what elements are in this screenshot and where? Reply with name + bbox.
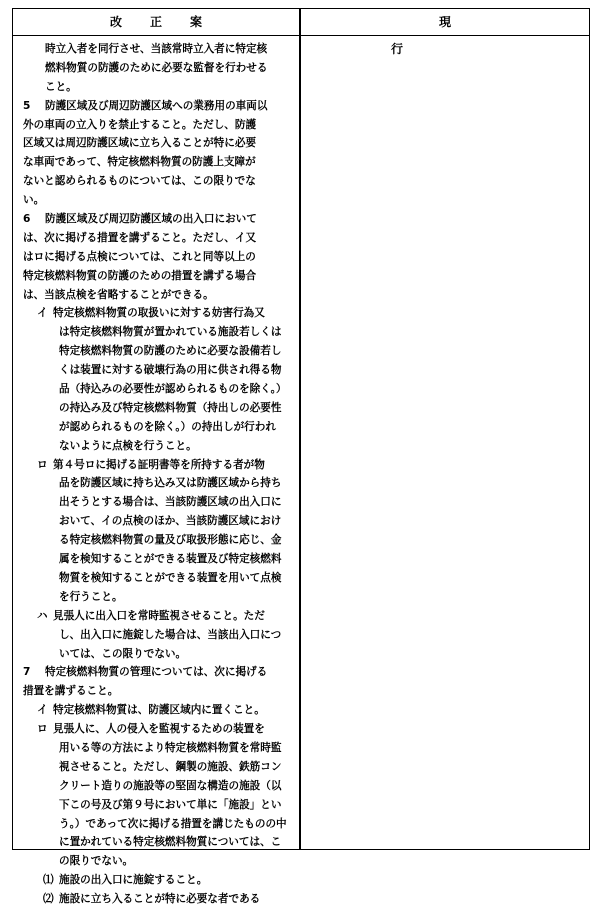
line-text: 施設に立ち入ることが特に必要な者である [59,893,261,906]
text-line [23,512,293,531]
text-line [23,229,293,248]
text-line [23,645,293,664]
line-text: こと。 [45,80,77,93]
line-text: 時立入者を同行させ、当該常時立入者に特定核 [45,43,268,55]
item-marker: ⑵ [43,893,54,906]
column-divider [299,9,301,849]
line-text: は、次に掲げる措置を講ずること。ただし、イ又 [23,231,257,244]
line-text: は、当該点検を省略することができる。 [23,288,214,301]
line-text: 物質を検知することができる装置を用いて点検 [59,571,282,584]
text-line [23,210,293,229]
text-line [23,493,293,512]
text-line [23,701,293,720]
text-line [23,720,293,739]
line-text: 品（持込みの必要性が認められるものを除く。） [59,383,287,396]
text-line [23,342,293,361]
header-current: 現行 [390,15,547,56]
text-line [23,248,293,267]
text-line [23,59,293,78]
text-line [23,172,293,191]
line-text: 見張人に、人の侵入を監視するための装置を [53,723,265,736]
item-marker: イ [37,704,48,717]
item-marker: イ [37,307,48,320]
text-line [23,890,293,909]
item-marker: ハ [37,609,48,622]
line-text: 見張人に出入口を常時監視させること。ただ [53,609,265,622]
text-line [23,116,293,135]
line-text: に置かれている特定核燃料物質については、こ [59,836,282,849]
text-line [23,134,293,153]
line-text: ないように点検を行うこと。 [59,439,197,452]
item-marker: ロ [37,458,48,471]
line-text: る特定核燃料物質の量及び取扱形態に応じ、金 [59,534,282,547]
item-marker: 5 [23,99,31,112]
line-text: 出そうとする場合は、当該防護区域の出入口に [59,496,282,509]
line-text: 下この号及び第９号において単に「施設」とい [59,798,282,811]
line-text: 防護区域及び周辺防護区域への業務用の車両以 [45,99,268,112]
line-text: 区域又は周辺防護区域に立ち入ることが特に必要 [23,137,257,150]
text-line [23,153,293,172]
line-text: は特定核燃料物質が置かれている施設若しくは [59,326,282,339]
line-text: 第４号ロに掲げる証明書等を所持する者が物 [53,458,265,471]
line-text: を行うこと。 [59,590,123,603]
line-text: の限りでない。 [59,855,134,868]
text-line [23,380,293,399]
document-table [12,8,590,906]
line-text: 特定核燃料物質の取扱いに対する妨害行為又 [53,307,265,320]
text-line [23,607,293,626]
text-line [23,682,293,701]
text-line [23,78,293,97]
line-text: う。）であって次に掲げる措置を講じたものの中 [59,817,287,830]
text-line [23,191,293,210]
text-line [23,267,293,286]
line-text: いては、この限りでない。 [59,647,187,660]
line-text: おいて、イの点検のほか、当該防護区域におけ [59,515,282,528]
line-text: 措置を講ずること。 [23,685,119,698]
text-line [23,871,293,890]
text-line [23,663,293,682]
text-line [23,588,293,607]
text-line [23,758,293,777]
line-text: が認められるものを除く。）の持出しが行われ [59,420,276,433]
line-text: な車両であって、特定核燃料物質の防護上支障が [23,156,256,169]
line-text: 属を検知することができる装置及び特定核燃料 [59,553,282,566]
text-line [23,97,293,116]
line-text: 特定核燃料物質の管理については、次に掲げる [45,666,268,679]
text-line [23,323,293,342]
line-text: ないと認められるものについては、この限りでな [23,175,256,188]
text-line [23,550,293,569]
line-text: 特定核燃料物質は、防護区域内に置くこと。 [53,704,265,717]
line-text: 外の車両の立入りを禁止すること。ただし、防護 [23,118,257,131]
line-text: し、出入口に施錠した場合は、当該出入口につ [59,628,282,641]
text-line [23,286,293,305]
line-text: 燃料物質の防護のために必要な監督を行わせる [45,61,268,74]
line-text: 施設の出入口に施錠すること。 [59,874,208,887]
line-text: くは装置に対する破壊行為の用に供され得る物 [59,364,282,377]
line-text: はロに掲げる点検については、これと同等以上の [23,250,256,263]
text-line [23,796,293,815]
text-line [23,531,293,550]
line-text: い。 [23,194,45,207]
line-text: クリート造りの施設等の堅固な構造の施設（以 [59,779,282,792]
item-marker: 7 [23,666,31,679]
line-text: 視させること。ただし、鋼製の施設、鉄筋コン [59,760,282,773]
text-line [23,833,293,852]
text-line [23,437,293,456]
line-text: 品を防護区域に持ち込み又は防護区域から持ち [59,477,282,490]
text-line [23,569,293,588]
line-text: の持込み及び特定核燃料物質（持出しの必要性 [59,401,282,414]
line-text: 特定核燃料物質の防護のために必要な設備若し [59,345,282,358]
text-line [23,626,293,645]
item-marker: 6 [23,213,31,226]
item-marker: ⑴ [43,874,54,887]
text-line [23,474,293,493]
text-line [23,418,293,437]
line-text: 防護区域及び周辺防護区域の出入口において [45,213,257,226]
text-line [23,777,293,796]
item-marker: ロ [37,723,48,736]
text-line [23,456,293,475]
line-text: 特定核燃料物質の防護のための措置を講ずる場合 [23,269,257,282]
text-line [23,304,293,323]
proposed-amendment-text [23,40,293,909]
text-line [23,815,293,834]
text-line [23,739,293,758]
text-line [23,361,293,380]
text-line [23,399,293,418]
text-line [23,852,293,871]
header-proposed-amendment: 改正案 [109,15,230,29]
line-text: 用いる等の方法により特定核燃料物質を常時監 [59,741,282,754]
text-line [23,40,293,59]
